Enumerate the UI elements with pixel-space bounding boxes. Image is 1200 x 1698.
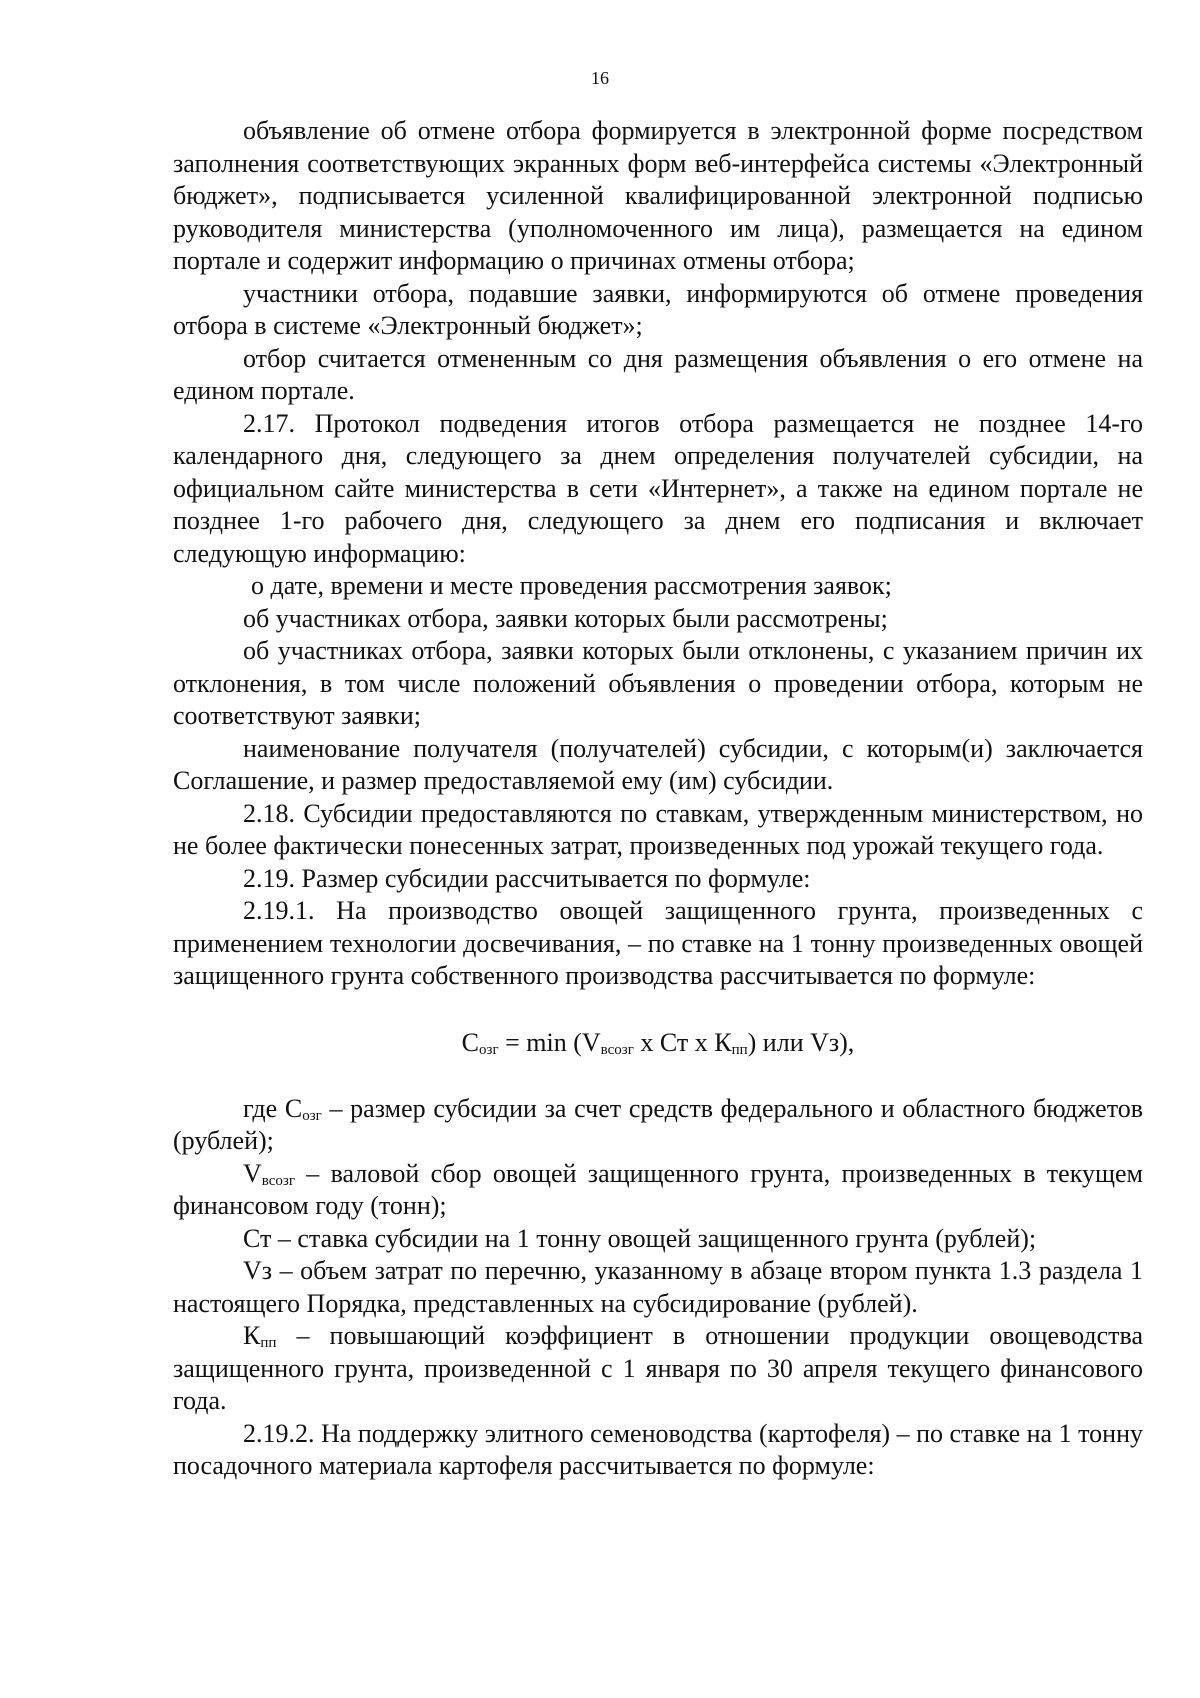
paragraph-date-time-place: о дате, времени и месте проведения рассмотрения заявок;: [251, 571, 892, 600]
definition-v-vsozg-text: – валовой сбор овощей защищенного грунта, произведенных в текущем финансовом году (тонн);: [173, 1158, 1143, 1220]
formula-eq: = min (V: [498, 1027, 601, 1057]
formula-tail: ) или Vз),: [747, 1027, 855, 1057]
paragraph-cancellation-notice: объявление об отмене отбора формируется в электронной форме посредством заполнения соответствующих экранных форм веб-интерфейса системы «Электронный бюджет», подписывается усиленной квалифицированной электронной подписью руководителя министерства (уполномоченного им лица), размещается на едином портале и содержит информацию о причинах отмены отбора;: [173, 116, 1143, 275]
definition-k-pp: [173, 1320, 1143, 1418]
paragraph-2-18: 2.18. Субсидии предоставляются по ставкам, утвержденным министерством, но не более фактически понесенных затрат, произведенных под урожай текущего года.: [173, 798, 1143, 860]
document-body: [173, 115, 1143, 1483]
definition-k-pp-symbol: К: [243, 1321, 261, 1350]
definition-v-vsozg: [173, 1158, 1143, 1223]
paragraph-2-19-2: 2.19.2. На поддержку элитного семеноводства (картофеля) – по ставке на 1 тонну посадочного материала картофеля рассчитывается по формуле:: [173, 1418, 1143, 1480]
formula-lhs-subscript: озг: [479, 1041, 499, 1058]
paragraph-2-19-1: 2.19.1. На производство овощей защищенного грунта, произведенных с применением технологии досвечивания, – по ставке на 1 тонну произведенных овощей защищенного грунта собственного производства рассчитывается по формуле:: [173, 896, 1143, 990]
paragraph-selection-cancelled: отбор считается отмененным со дня размещения объявления о его отмене на едином портале.: [173, 343, 1143, 405]
formula-mid: х Ст х К: [633, 1027, 732, 1057]
formula-lhs: С: [461, 1027, 480, 1057]
paragraph-2-17: 2.17. Протокол подведения итогов отбора размещается не позднее 14-го календарного дня, следующего за днем определения получателей субсидии, на официальном сайте министерства в сети «Интернет», а также на едином портале не позднее 1-го рабочего дня, следующего за днем его подписания и включает следующую информацию:: [173, 408, 1143, 568]
definition-c-ozg: [173, 1093, 1143, 1158]
page-number: 16: [591, 68, 609, 88]
definition-vz: Vз – объем затрат по перечню, указанному в абзаце втором пункта 1.3 раздела 1 настоящего Порядка, представленных на субсидирование (рублей).: [173, 1256, 1143, 1318]
paragraph-participants-informed: участники отбора, подавшие заявки, информируются об отмене проведения отбора в системе «Электронный бюджет»;: [173, 278, 1143, 340]
paragraph-participants-reviewed: об участниках отбора, заявки которых были рассмотрены;: [243, 603, 888, 633]
formula-subsidy: [173, 1023, 1143, 1063]
paragraph-participants-rejected: об участниках отбора, заявки которых были отклонены, с указанием причин их отклонения, в том числе положений объявления о проведении отбора, которым не соответствуют заявки;: [173, 636, 1143, 730]
formula-v-subscript: всозг: [600, 1041, 634, 1058]
definition-c-ozg-symbol: где С: [243, 1093, 303, 1123]
definition-c-ozg-text: – размер субсидии за счет средств федерального и областного бюджетов (рублей);: [173, 1093, 1143, 1155]
definition-st: Ст – ставка субсидии на 1 тонну овощей защищенного грунта (рублей);: [243, 1223, 1037, 1253]
paragraph-2-19: 2.19. Размер субсидии рассчитывается по формуле:: [243, 863, 811, 893]
definition-v-vsozg-subscript: всозг: [261, 1172, 296, 1189]
definition-v-vsozg-symbol: V: [243, 1158, 262, 1188]
definition-k-pp-subscript: пп: [260, 1335, 277, 1351]
paragraph-recipient-name: наименование получателя (получателей) субсидии, с которым(и) заключается Соглашение, и размер предоставляемой ему (им) субсидии.: [173, 733, 1143, 795]
formula-k-subscript: пп: [731, 1041, 748, 1058]
definition-k-pp-text: – повышающий коэффициент в отношении продукции овощеводства защищенного грунта, произведенной с 1 января по 30 апреля текущего финансового года.: [173, 1321, 1143, 1415]
definition-c-ozg-subscript: озг: [302, 1107, 322, 1124]
